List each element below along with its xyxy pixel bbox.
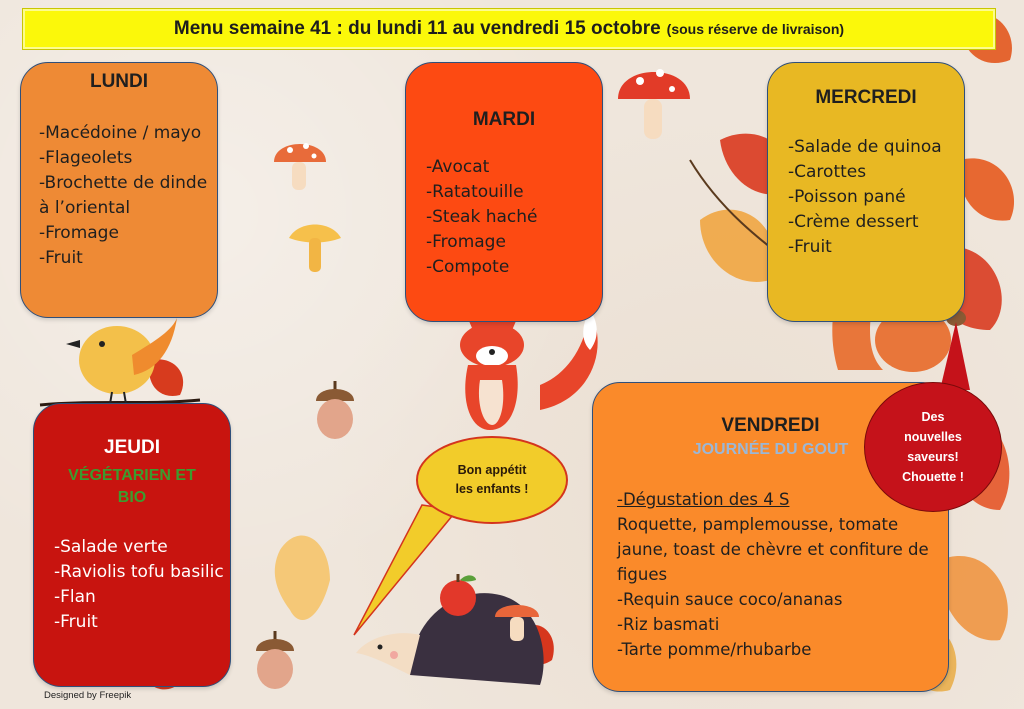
subtitle-line: BIO	[117, 489, 147, 506]
title-text: Menu semaine 41 : du lundi 11 au vendredi 15 octobre	[173, 18, 661, 39]
menu-item: -Crème dessert	[788, 212, 919, 232]
menu-item: -Fruit	[788, 237, 832, 257]
day-title: JEUDI	[104, 437, 160, 458]
menu-item: -Dégustation des 4 S	[617, 490, 790, 509]
menu-item: -Tarte pomme/rhubarbe	[617, 640, 812, 659]
menu-item: -Requin sauce coco/ananas	[617, 590, 843, 609]
acorn-icon	[310, 375, 360, 445]
menu-item: -Fromage	[39, 223, 119, 243]
leaf-icon	[959, 158, 1014, 220]
bubble-line: Des	[921, 410, 945, 424]
acorn-icon	[250, 625, 300, 695]
menu-item: -Fromage	[426, 232, 506, 252]
bubble-line: les enfants !	[455, 482, 529, 496]
bubble-line: nouvelles	[904, 430, 962, 444]
menu-item: -Compote	[426, 257, 510, 277]
mushroom-icon	[285, 218, 345, 278]
menu-item: -Steak haché	[426, 207, 538, 227]
leaf-icon	[275, 536, 330, 620]
page-title	[22, 8, 996, 50]
menu-list	[788, 135, 964, 260]
menu-item: -Carottes	[788, 162, 867, 182]
speech-bubble-tail	[352, 500, 472, 640]
menu-item: -Avocat	[426, 157, 490, 177]
menu-item: -Macédoine / mayo	[39, 123, 202, 143]
subtitle-line: VÉGÉTARIEN ET	[68, 467, 196, 484]
day-card-lundi	[20, 62, 218, 318]
bubble-line: Chouette !	[902, 470, 964, 484]
credit-text: Designed by Freepik	[44, 690, 132, 701]
menu-item: -Salade verte	[54, 537, 168, 557]
speech-bubble-bon-appetit	[416, 436, 568, 524]
day-title: VENDREDI	[721, 415, 820, 436]
day-subtitle: JOURNÉE DU GOUT	[692, 441, 849, 458]
day-card-mardi	[405, 62, 603, 322]
leaf-icon	[700, 210, 775, 282]
mushroom-icon	[614, 55, 694, 155]
leaf-icon	[939, 556, 1007, 640]
day-subtitle	[34, 465, 230, 509]
day-title: MERCREDI	[815, 87, 917, 108]
menu-item: -Raviolis tofu basilic	[54, 562, 224, 582]
bubble-line: Bon appétit	[457, 463, 527, 477]
menu-item: -Poisson pané	[788, 187, 906, 207]
menu-list	[617, 487, 935, 662]
menu-item: -Fruit	[39, 248, 83, 268]
menu-list	[54, 535, 230, 635]
mushroom-icon	[270, 128, 330, 198]
menu-item: Roquette, pamplemousse, tomate jaune, toast de chèvre et confiture de figues	[617, 515, 929, 584]
speech-bubble-nouvelles-saveurs	[864, 382, 1002, 512]
menu-list	[39, 121, 209, 271]
menu-list	[426, 155, 602, 280]
menu-item: -Flan	[54, 587, 96, 607]
day-title: MARDI	[472, 109, 536, 130]
day-card-jeudi	[33, 403, 231, 687]
menu-item: -Fruit	[54, 612, 98, 632]
menu-item: -Brochette de dinde à l’oriental	[39, 173, 208, 218]
menu-item: -Ratatouille	[426, 182, 524, 202]
menu-item: -Salade de quinoa	[788, 137, 942, 157]
title-note: (sous réserve de livraison)	[666, 21, 845, 37]
menu-item: -Riz basmati	[617, 615, 720, 634]
menu-item: -Flageolets	[39, 148, 133, 168]
bubble-line: saveurs!	[907, 450, 959, 464]
day-title: LUNDI	[89, 71, 149, 92]
mushroom-icon	[492, 597, 542, 647]
day-card-mercredi	[767, 62, 965, 322]
